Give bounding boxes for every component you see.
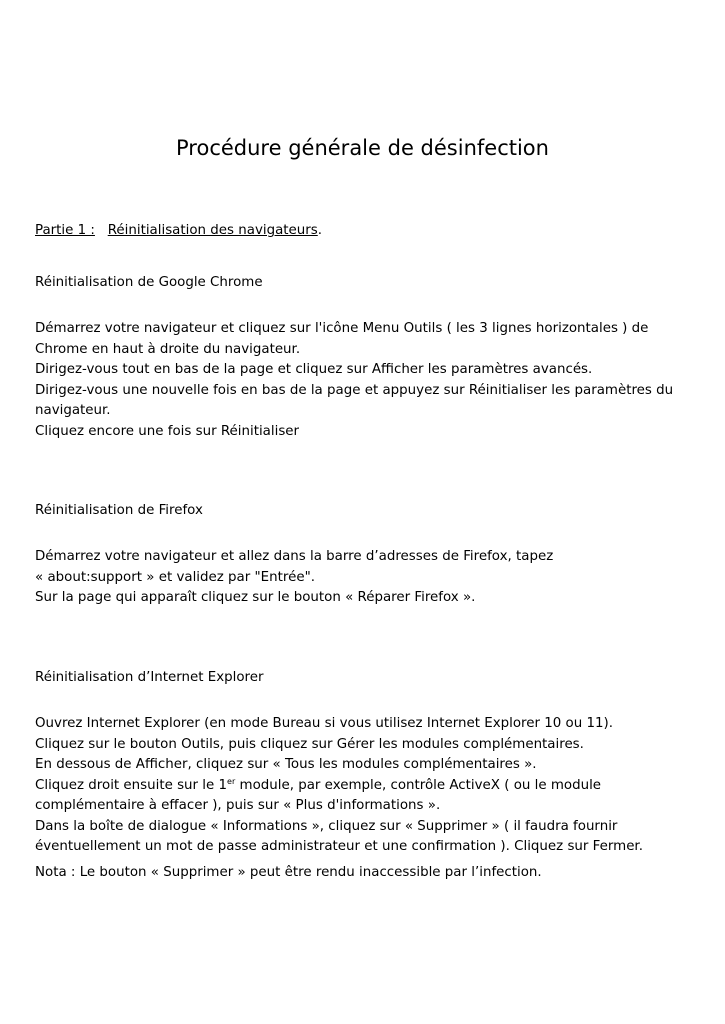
ie-nota: Nota : Le bouton « Supprimer » peut être rendu inaccessible par l’infection. — [35, 865, 542, 880]
document-title: Procédure générale de désinfection — [176, 136, 549, 160]
chrome-line: Cliquez encore une fois sur Réinitialiser — [35, 423, 300, 439]
ie-line: éventuellement un mot de passe administrateur et une confirmation ). Cliquez sur Fermer. — [35, 839, 643, 854]
partie-label: Partie 1 : — [35, 223, 95, 238]
ie-heading: Réinitialisation d’Internet Explorer — [35, 670, 264, 685]
chrome-line: Dirigez-vous une nouvelle fois en bas de la page et appuyez sur Réinitialiser les paramètres du — [35, 382, 674, 398]
partie-trailing: . — [317, 223, 323, 238]
ie-line4-post: module, par exemple, contrôle ActiveX ( ou le module — [235, 777, 602, 793]
ie-line: Dans la boîte de dialogue « Informations », cliquez sur « Supprimer » ( il faudra fournir — [35, 818, 618, 834]
chrome-line: Chrome en haut à droite du navigateur. — [35, 341, 301, 357]
firefox-line: Sur la page qui apparaît cliquez sur le bouton « Réparer Firefox ». — [35, 590, 476, 605]
firefox-instructions — [35, 547, 685, 609]
section-heading-partie-1 — [35, 221, 685, 242]
chrome-line: navigateur. — [35, 403, 111, 418]
chrome-heading: Réinitialisation de Google Chrome — [35, 275, 263, 290]
firefox-line: Démarrez votre navigateur et allez dans la barre d’adresses de Firefox, tapez — [35, 549, 554, 564]
chrome-instructions — [35, 319, 685, 442]
ie-instructions — [35, 714, 685, 858]
partie-heading: Réinitialisation des navigateurs — [107, 223, 318, 238]
ie-line4-sup: er — [227, 776, 236, 786]
ie-line: Ouvrez Internet Explorer (en mode Bureau si vous utilisez Internet Explorer 10 ou 11). — [35, 716, 614, 731]
ie-line: Cliquez sur le bouton Outils, puis cliquez sur Gérer les modules complémentaires. — [35, 736, 584, 752]
firefox-line: « about:support » et validez par "Entrée". — [35, 569, 315, 585]
ie-line: En dessous de Afficher, cliquez sur « Tous les modules complémentaires ». — [35, 757, 537, 772]
ie-line — [35, 776, 685, 797]
firefox-heading: Réinitialisation de Firefox — [35, 503, 203, 518]
chrome-line: Dirigez-vous tout en bas de la page et cliquez sur Afficher les paramètres avancés. — [35, 362, 593, 377]
ie-line4-pre: Cliquez droit ensuite sur le 1 — [35, 777, 228, 793]
chrome-line: Démarrez votre navigateur et cliquez sur l'icône Menu Outils ( les 3 lignes horizontales ) de — [35, 321, 649, 336]
ie-line: complémentaire à effacer ), puis sur « Plus d'informations ». — [35, 798, 441, 813]
